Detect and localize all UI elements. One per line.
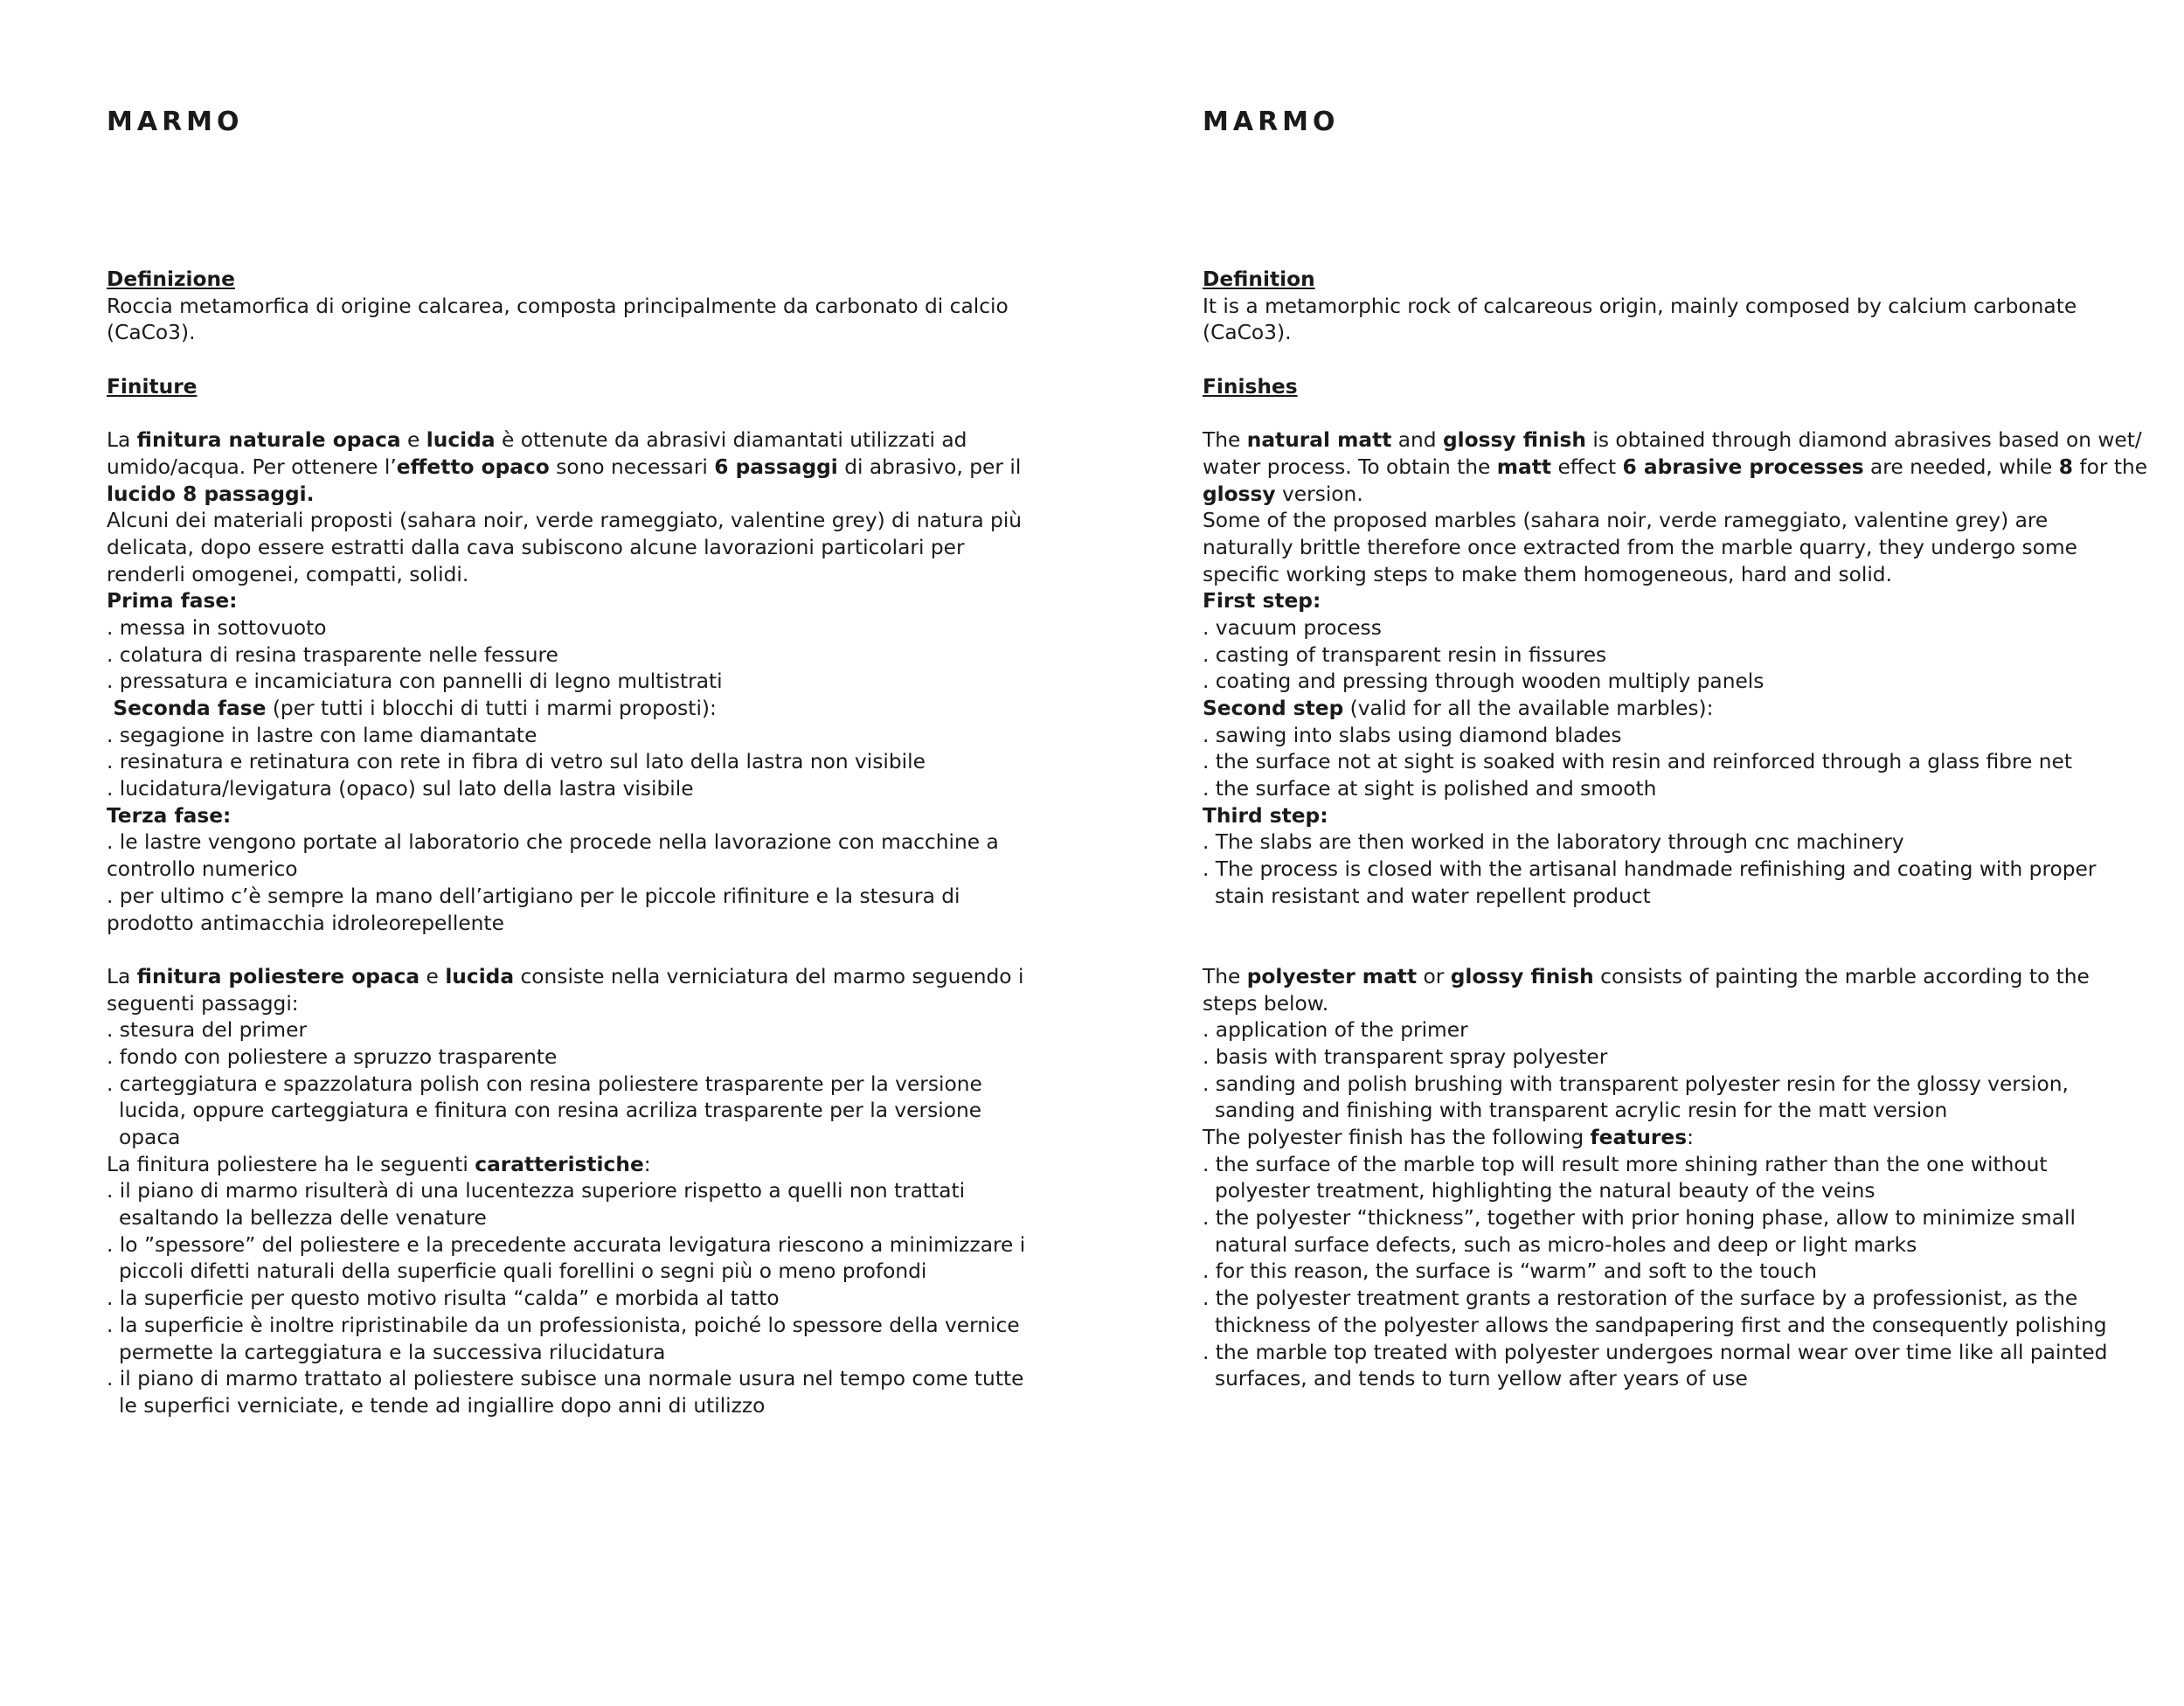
step3-label: Third step: <box>1203 803 1328 828</box>
list-item-continuation: opaca <box>119 1126 181 1149</box>
definition-line: (CaCo3). <box>107 321 196 345</box>
finishes-heading: Finiture <box>107 374 198 399</box>
step1-label: First step: <box>1203 589 1321 614</box>
list-item: . application of the primer <box>1203 1018 1468 1043</box>
list-item: . the surface of the marble top will result more shining rather than the one without <box>1203 1152 2048 1176</box>
list-item-continuation: permette la carteggiatura e la successiva rilucidatura <box>119 1340 666 1364</box>
list-item-continuation: thickness of the polyester allows the sandpapering first and the consequently polishing <box>1215 1313 2107 1337</box>
list-item: . the polyester treatment grants a restoration of the surface by a professionist, as the <box>1203 1286 2078 1311</box>
list-item: . segagione in lastre con lame diamantate <box>107 723 537 747</box>
natural-desc-line: delicata, dopo essere estratti dalla cava subiscono alcune lavorazioni particolari per <box>107 535 965 559</box>
phase1-label: Prima fase: <box>107 589 238 614</box>
italian-body <box>107 267 1112 1420</box>
list-item: . colatura di resina trasparente nelle fessure <box>107 642 558 667</box>
list-item: . carteggiatura e spazzolatura polish con resina poliestere trasparente per la versione <box>107 1071 982 1096</box>
definition-line: It is a metamorphic rock of calcareous origin, mainly composed by calcium carbonate <box>1203 294 2077 318</box>
list-item: . coating and pressing through wooden multiply panels <box>1203 669 1765 694</box>
list-item-continuation: sanding and finishing with transparent acrylic resin for the matt version <box>1215 1099 1948 1123</box>
poly-intro-line: steps below. <box>1203 991 1329 1016</box>
list-item: prodotto antimacchia idroleorepellente <box>107 911 504 935</box>
list-item: . il piano di marmo risulterà di una lucentezza superiore rispetto a quelli non trattati <box>107 1179 966 1203</box>
natural-desc-line: renderli omogenei, compatti, solidi. <box>107 562 469 586</box>
natural-desc-line: Some of the proposed marbles (sahara noir, verde rameggiato, valentine grey) are <box>1203 509 2049 533</box>
list-item: . pressatura e incamiciatura con pannelli di legno multistrati <box>107 669 723 694</box>
list-item: . la superficie per questo motivo risulta “calda” e morbida al tatto <box>107 1286 780 1311</box>
list-item: . il piano di marmo trattato al poliestere subisce una normale usura nel tempo come tutte <box>107 1367 1024 1391</box>
natural-desc-line: naturally brittle therefore once extracted from the marble quarry, they undergo some <box>1203 535 2077 559</box>
list-item: . the surface at sight is polished and smooth <box>1203 777 1657 801</box>
natural-intro-line: glossy version. <box>1203 482 1363 506</box>
finishes-heading: Finishes <box>1203 374 1298 399</box>
list-item: . resinatura e retinatura con rete in fibra di vetro sul lato della lastra non visibile <box>107 750 926 774</box>
list-item: . messa in sottovuoto <box>107 615 327 640</box>
list-item: . la superficie è inoltre ripristinabile da un professionista, poiché lo spessore della vernice <box>107 1313 1020 1337</box>
list-item: . vacuum process <box>1203 615 1382 640</box>
poly-intro-line: seguenti passaggi: <box>107 991 299 1016</box>
natural-intro-line: water process. To obtain the matt effect 6 abrasive processes are needed, while 8 for the <box>1203 454 2148 479</box>
natural-intro-line: lucido 8 passaggi. <box>107 482 315 506</box>
list-item: . for this reason, the surface is “warm” and soft to the touch <box>1203 1259 1817 1284</box>
list-item: . sawing into slabs using diamond blades <box>1203 723 1622 747</box>
list-item: . the surface not at sight is soaked with resin and reinforced through a glass fibre net <box>1203 750 2072 774</box>
definition-line: (CaCo3). <box>1203 321 1292 345</box>
definition-heading: Definizione <box>107 267 235 291</box>
list-item: . fondo con poliestere a spruzzo trasparente <box>107 1044 558 1069</box>
natural-intro-line: La finitura naturale opaca e lucida è ottenute da abrasivi diamantati utilizzati ad <box>107 428 967 453</box>
list-item: . sanding and polish brushing with transparent polyester resin for the glossy version, <box>1203 1071 2069 1096</box>
natural-intro-line: The natural matt and glossy finish is obtained through diamond abrasives based on wet/ <box>1203 428 2142 453</box>
list-item-continuation: esaltando la bellezza delle venature <box>119 1206 487 1231</box>
list-item-continuation: natural surface defects, such as micro-holes and deep or light marks <box>1215 1232 1917 1257</box>
features-intro: La finitura poliestere ha le seguenti caratteristiche: <box>107 1152 651 1176</box>
phase3-label: Terza fase: <box>107 803 232 828</box>
list-item: controllo numerico <box>107 857 298 882</box>
poly-intro-line: La finitura poliestere opaca e lucida consiste nella verniciatura del marmo seguendo i <box>107 964 1024 988</box>
list-item: . the marble top treated with polyester undergoes normal wear over time like all painted <box>1203 1340 2108 1364</box>
list-item-continuation: surfaces, and tends to turn yellow after years of use <box>1215 1367 1748 1391</box>
list-item: . lucidatura/levigatura (opaco) sul lato della lastra visibile <box>107 777 694 801</box>
list-item: . casting of transparent resin in fissures <box>1203 642 1607 667</box>
list-item: . stesura del primer <box>107 1018 308 1043</box>
list-item: . the polyester “thickness”, together with prior honing phase, allow to minimize small <box>1203 1206 2076 1231</box>
list-item-continuation: lucida, oppure carteggiatura e finitura con resina acriliza trasparente per la versione <box>119 1099 982 1123</box>
list-item: . basis with transparent spray polyester <box>1203 1044 1608 1069</box>
list-item-continuation: stain resistant and water repellent product <box>1215 884 1651 908</box>
list-item: . The slabs are then worked in the laboratory through cnc machinery <box>1203 830 1904 855</box>
step2-label: Second step (valid for all the available marbles): <box>1203 697 1714 720</box>
definition-heading: Definition <box>1203 267 1315 291</box>
list-item: . The process is closed with the artisanal handmade refinishing and coating with proper <box>1203 857 2097 882</box>
phase2-label: Seconda fase (per tutti i blocchi di tutti i marmi proposti): <box>113 697 717 720</box>
natural-desc-line: specific working steps to make them homogeneous, hard and solid. <box>1203 562 1892 586</box>
features-intro: The polyester finish has the following features: <box>1203 1126 1694 1149</box>
english-body <box>1203 267 2184 1393</box>
list-item-continuation: piccoli difetti naturali della superficie quali forellini o segni più o meno profondi <box>119 1259 927 1284</box>
list-item: . lo ”spessore” del poliestere e la precedente accurata levigatura riescono a minimizzare i <box>107 1232 1026 1257</box>
page-title: MARMO <box>1203 107 1340 137</box>
list-item: . le lastre vengono portate al laboratorio che procede nella lavorazione con macchine a <box>107 830 999 855</box>
definition-line: Roccia metamorfica di origine calcarea, composta principalmente da carbonato di calcio <box>107 294 1009 318</box>
list-item-continuation: polyester treatment, highlighting the natural beauty of the veins <box>1215 1179 1875 1203</box>
list-item: . per ultimo c’è sempre la mano dell’artigiano per le piccole rifiniture e la stesura di <box>107 884 960 908</box>
page-title: MARMO <box>107 107 244 137</box>
natural-desc-line: Alcuni dei materiali proposti (sahara noir, verde rameggiato, valentine grey) di natura più <box>107 509 1023 533</box>
natural-intro-line: umido/acqua. Per ottenere l’effetto opaco sono necessari 6 passaggi di abrasivo, per il <box>107 454 1022 479</box>
poly-intro-line: The polyester matt or glossy finish consists of painting the marble according to the <box>1203 964 2090 988</box>
list-item-continuation: le superfici verniciate, e tende ad ingiallire dopo anni di utilizzo <box>119 1393 766 1418</box>
